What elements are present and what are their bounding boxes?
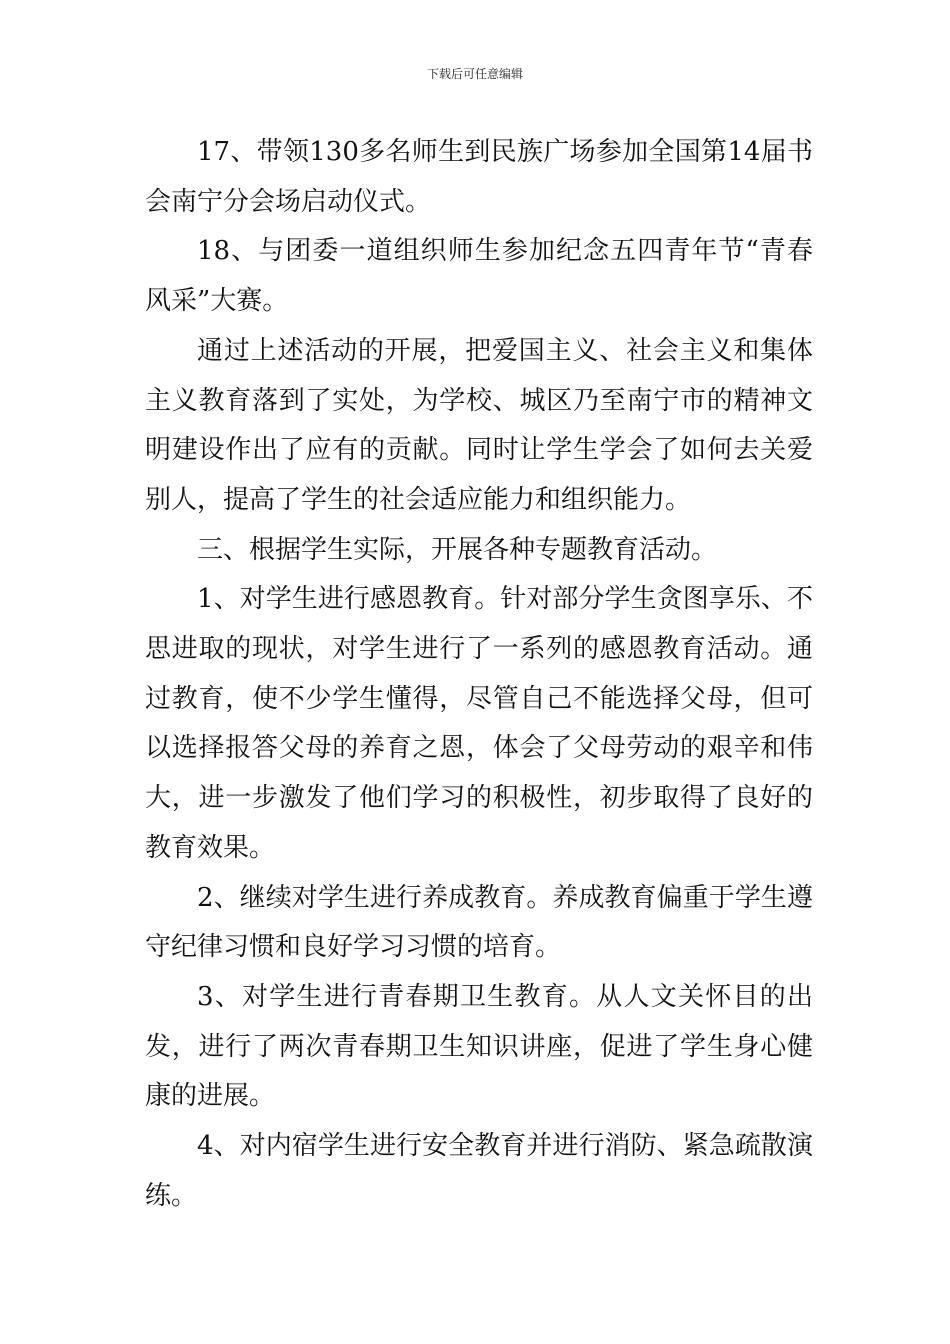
paragraph-summary: 通过上述活动的开展，把爱国主义、社会主义和集体主义教育落到了实处，为学校、城区乃至南宁市的精神文明建设作出了应有的贡献。同时让学生学会了如何去关爱别人，提高了学生的社会适应能力和组织能力。 [145,335,813,515]
paragraph-17: 17、带领130多名师生到民族广场参加全国第14届书会南宁分会场启动仪式。 [145,137,813,217]
section-heading-3: 三、根据学生实际，开展各种专题教育活动。 [197,534,718,565]
document-body [145,128,813,1221]
paragraph-item-3: 3、对学生进行青春期卫生教育。从人文关怀目的出发，进行了两次青春期卫生知识讲座，促进了学生身心健康的进展。 [145,981,813,1112]
paragraph-item-4: 4、对内宿学生进行安全教育并进行消防、紧急疏散演练。 [145,1131,813,1211]
paragraph-item-1: 1、对学生进行感恩教育。针对部分学生贪图享乐、不思进取的现状，对学生进行了一系列的感恩教育活动。通过教育，使不少学生懂得，尽管自己不能选择父母，但可以选择报答父母的养育之恩，体会了父母劳动的艰辛和伟大，进一步激发了他们学习的积极性，初步取得了良好的教育效果。 [145,584,813,863]
paragraph-18: 18、与团委一道组织师生参加纪念五四青年节“青春风采”大赛。 [145,236,813,317]
page-header: 下载后可任意编辑 [426,67,523,81]
paragraph-item-2: 2、继续对学生进行养成教育。养成教育偏重于学生遵守纪律习惯和良好学习习惯的培育。 [145,882,813,963]
